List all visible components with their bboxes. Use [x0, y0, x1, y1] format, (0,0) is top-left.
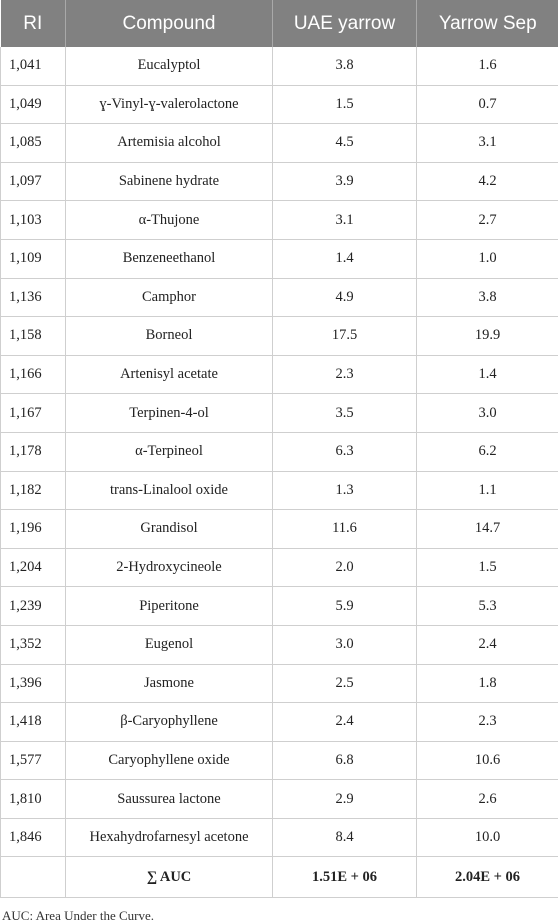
cell-uae: 2.5 [273, 664, 417, 703]
cell-sep: 3.8 [417, 278, 558, 317]
table-row [1, 239, 558, 278]
cell-uae: 17.5 [273, 317, 417, 356]
header-yarrow-sep: Yarrow Sep [417, 0, 558, 47]
table-row [1, 664, 558, 703]
total-sep: 2.04E + 06 [417, 857, 558, 898]
cell-ri: 1,418 [1, 703, 66, 742]
table-row [1, 587, 558, 626]
cell-ri: 1,103 [1, 201, 66, 240]
cell-compound: Artenisyl acetate [66, 355, 273, 394]
table-row [1, 317, 558, 356]
cell-compound: α-Thujone [66, 201, 273, 240]
cell-sep: 6.2 [417, 432, 558, 471]
table-row [1, 780, 558, 819]
cell-uae: 1.3 [273, 471, 417, 510]
cell-compound: Saussurea lactone [66, 780, 273, 819]
cell-ri: 1,182 [1, 471, 66, 510]
total-row [1, 857, 558, 898]
cell-sep: 0.7 [417, 85, 558, 124]
cell-ri: 1,396 [1, 664, 66, 703]
header-uae-yarrow: UAE yarrow [273, 0, 417, 47]
cell-uae: 3.9 [273, 162, 417, 201]
cell-ri: 1,136 [1, 278, 66, 317]
cell-ri: 1,352 [1, 625, 66, 664]
cell-compound: Eucalyptol [66, 47, 273, 85]
total-uae: 1.51E + 06 [273, 857, 417, 898]
table-row [1, 741, 558, 780]
cell-sep: 2.4 [417, 625, 558, 664]
table-row [1, 471, 558, 510]
cell-ri: 1,041 [1, 47, 66, 85]
cell-ri: 1,810 [1, 780, 66, 819]
cell-sep: 2.7 [417, 201, 558, 240]
cell-uae: 2.0 [273, 548, 417, 587]
cell-sep: 1.5 [417, 548, 558, 587]
cell-compound: Caryophyllene oxide [66, 741, 273, 780]
cell-sep: 1.1 [417, 471, 558, 510]
cell-sep: 1.6 [417, 47, 558, 85]
header-row [1, 0, 558, 47]
cell-uae: 6.3 [273, 432, 417, 471]
cell-compound: Artemisia alcohol [66, 124, 273, 163]
cell-ri: 1,109 [1, 239, 66, 278]
cell-compound: ɣ-Vinyl-ɣ-valerolactone [66, 85, 273, 124]
cell-ri: 1,097 [1, 162, 66, 201]
cell-uae: 3.0 [273, 625, 417, 664]
cell-uae: 1.4 [273, 239, 417, 278]
cell-sep: 1.8 [417, 664, 558, 703]
cell-compound: Jasmone [66, 664, 273, 703]
cell-compound: β-Caryophyllene [66, 703, 273, 742]
cell-uae: 3.1 [273, 201, 417, 240]
cell-sep: 2.6 [417, 780, 558, 819]
cell-sep: 1.4 [417, 355, 558, 394]
cell-compound: Hexahydrofarnesyl acetone [66, 818, 273, 857]
cell-uae: 11.6 [273, 510, 417, 549]
table-row [1, 818, 558, 857]
cell-sep: 2.3 [417, 703, 558, 742]
cell-uae: 4.9 [273, 278, 417, 317]
cell-compound: Piperitone [66, 587, 273, 626]
cell-sep: 19.9 [417, 317, 558, 356]
table-row [1, 625, 558, 664]
table-row [1, 432, 558, 471]
cell-compound: Eugenol [66, 625, 273, 664]
cell-sep: 10.0 [417, 818, 558, 857]
table-footnote: AUC: Area Under the Curve. [0, 898, 558, 924]
cell-compound: Grandisol [66, 510, 273, 549]
table-row [1, 47, 558, 85]
cell-uae: 2.4 [273, 703, 417, 742]
table-row [1, 124, 558, 163]
table-row [1, 703, 558, 742]
cell-uae: 8.4 [273, 818, 417, 857]
cell-compound: Benzeneethanol [66, 239, 273, 278]
cell-uae: 3.5 [273, 394, 417, 433]
cell-sep: 14.7 [417, 510, 558, 549]
total-ri [1, 857, 66, 898]
cell-sep: 10.6 [417, 741, 558, 780]
cell-ri: 1,204 [1, 548, 66, 587]
cell-compound: trans-Linalool oxide [66, 471, 273, 510]
cell-compound: 2-Hydroxycineole [66, 548, 273, 587]
cell-compound: Camphor [66, 278, 273, 317]
table-row [1, 355, 558, 394]
cell-uae: 2.9 [273, 780, 417, 819]
cell-sep: 4.2 [417, 162, 558, 201]
table-row [1, 85, 558, 124]
cell-ri: 1,049 [1, 85, 66, 124]
cell-uae: 6.8 [273, 741, 417, 780]
table-body [1, 47, 558, 898]
table-row [1, 510, 558, 549]
cell-ri: 1,239 [1, 587, 66, 626]
cell-sep: 3.0 [417, 394, 558, 433]
cell-ri: 1,085 [1, 124, 66, 163]
cell-ri: 1,846 [1, 818, 66, 857]
cell-compound: Sabinene hydrate [66, 162, 273, 201]
table-row [1, 278, 558, 317]
table-row [1, 201, 558, 240]
table-row [1, 394, 558, 433]
cell-ri: 1,196 [1, 510, 66, 549]
cell-uae: 3.8 [273, 47, 417, 85]
cell-sep: 5.3 [417, 587, 558, 626]
cell-compound: Borneol [66, 317, 273, 356]
cell-uae: 4.5 [273, 124, 417, 163]
cell-compound: Terpinen-4-ol [66, 394, 273, 433]
table-row [1, 162, 558, 201]
cell-uae: 2.3 [273, 355, 417, 394]
total-label: ∑ AUC [66, 857, 273, 898]
header-compound: Compound [66, 0, 273, 47]
cell-ri: 1,178 [1, 432, 66, 471]
cell-sep: 1.0 [417, 239, 558, 278]
cell-ri: 1,158 [1, 317, 66, 356]
cell-compound: α-Terpineol [66, 432, 273, 471]
cell-uae: 5.9 [273, 587, 417, 626]
cell-sep: 3.1 [417, 124, 558, 163]
cell-uae: 1.5 [273, 85, 417, 124]
header-ri: RI [1, 0, 66, 47]
cell-ri: 1,166 [1, 355, 66, 394]
table-row [1, 548, 558, 587]
cell-ri: 1,167 [1, 394, 66, 433]
cell-ri: 1,577 [1, 741, 66, 780]
